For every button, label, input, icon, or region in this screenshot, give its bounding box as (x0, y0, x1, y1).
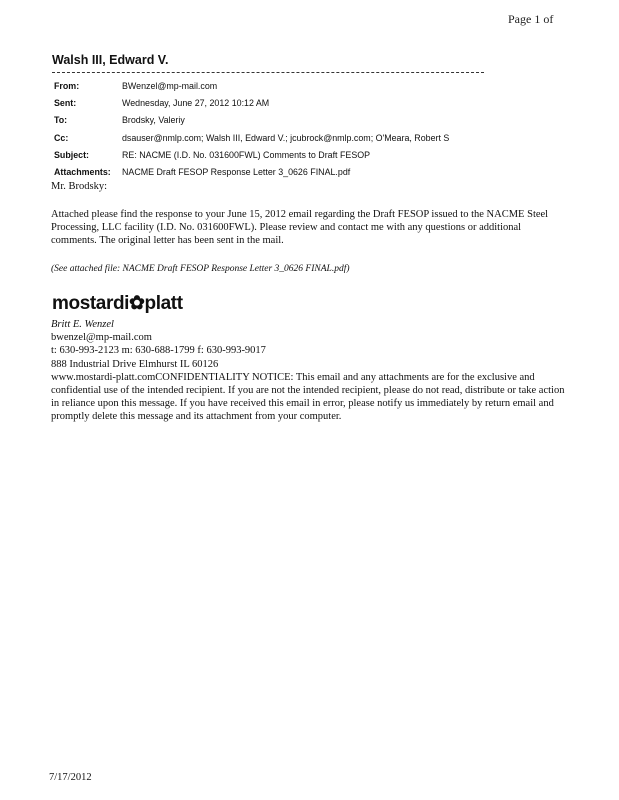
signature-name: Britt E. Wenzel (51, 319, 114, 330)
page-number: Page 1 of (508, 12, 554, 26)
logo-text: mostardi✿platt (52, 292, 183, 314)
attachments-row (54, 167, 449, 184)
company-logo (52, 290, 202, 316)
email-signature (51, 318, 567, 424)
sent-label: Sent: (54, 98, 77, 109)
confidentiality-notice: www.mostardi-platt.comCONFIDENTIALITY NOTICE: This email and any attachments are for the exclusive and confidential use of the intended recipient. If you are not the intended recipient, please do not read, distribute or take action in reliance upon this message. If you have received this email in error, please notify us immediately by return email and promptly delete this message and its attachment from your computer. (51, 371, 565, 423)
cc-value: dsauser@nmlp.com; Walsh III, Edward V.; jcubrock@nmlp.com; O'Meara, Robert S (122, 132, 450, 143)
from-row (54, 81, 449, 98)
salutation: Mr. Brodsky: (51, 181, 108, 192)
to-label: To: (54, 115, 68, 126)
sent-row (54, 98, 449, 115)
signature-phones: t: 630-993-2123 m: 630-688-1799 f: 630-993-9017 (51, 345, 266, 357)
subject-label: Subject: (54, 149, 90, 160)
from-value: BWenzel@mp-mail.com (122, 81, 218, 91)
cc-label: Cc: (54, 132, 69, 143)
subject-value: RE: NACME (I.D. No. 031600FWL) Comments to Draft FESOP (122, 149, 371, 160)
sender-name: Walsh III, Edward V. (52, 53, 169, 67)
header-divider (52, 72, 484, 73)
subject-row (54, 150, 449, 167)
cc-row (54, 133, 449, 150)
to-value: Brodsky, Valeriy (122, 115, 185, 126)
footer-date: 7/17/2012 (49, 772, 92, 783)
email-header (54, 81, 449, 184)
attachments-label: Attachments: (54, 166, 111, 177)
signature-email: bwenzel@mp-mail.com (51, 332, 152, 344)
signature-address: 888 Industrial Drive Elmhurst IL 60126 (51, 358, 219, 370)
attachments-value: NACME Draft FESOP Response Letter 3_0626 FINAL.pdf (122, 166, 351, 177)
sent-value: Wednesday, June 27, 2012 10:12 AM (122, 98, 270, 109)
to-row (54, 115, 449, 132)
body-paragraph: Attached please find the response to your June 15, 2012 email regarding the Draft FESOP issued to the NACME Steel Processing, LLC facility (I.D. No. 031600FWL). Please review and contact me with any questions or additional comments. The original letter has been sent in the mail. (51, 209, 549, 246)
attachment-note: (See attached file: NACME Draft FESOP Response Letter 3_0626 FINAL.pdf) (51, 264, 350, 274)
from-label: From: (54, 81, 80, 91)
